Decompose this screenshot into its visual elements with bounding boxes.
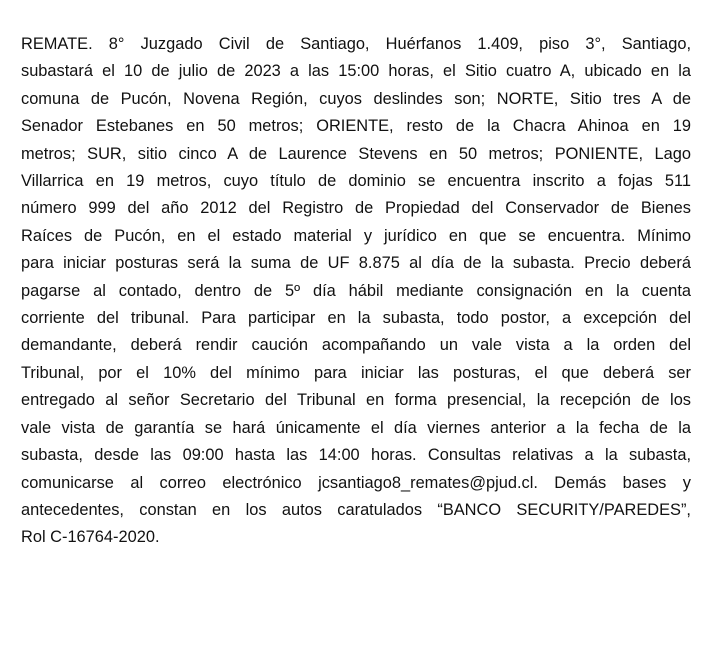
notice-line: Senador Estebanes en 50 metros; ORIENTE, resto de la Chacra Ahinoa en 19 xyxy=(21,117,691,136)
notice-line: para iniciar posturas será la suma de UF 8.875 al día de la subasta. Precio deberá xyxy=(21,254,691,273)
notice-line: metros; SUR, sitio cinco A de Laurence Stevens en 50 metros; PONIENTE, Lago xyxy=(21,144,691,163)
notice-line: subasta, desde las 09:00 hasta las 14:00 horas. Consultas relativas a la subasta, xyxy=(21,446,691,465)
notice-line: corriente del tribunal. Para participar en la subasta, todo postor, a excepción del xyxy=(21,309,691,328)
notice-line: antecedentes, constan en los autos caratulados “BANCO SECURITY/PAREDES”, xyxy=(21,500,691,519)
notice-line: Tribunal, por el 10% del mínimo para iniciar las posturas, el que deberá ser xyxy=(21,363,691,382)
notice-line: REMATE. 8° Juzgado Civil de Santiago, Huérfanos 1.409, piso 3°, Santiago, xyxy=(21,35,691,53)
notice-line: subastará el 10 de julio de 2023 a las 15:00 horas, el Sitio cuatro A, ubicado en la xyxy=(21,62,691,81)
notice-line: Raíces de Pucón, en el estado material y jurídico en que se encuentra. Mínimo xyxy=(21,226,691,245)
notice-line: número 999 del año 2012 del Registro de Propiedad del Conservador de Bienes xyxy=(21,199,691,218)
legal-notice-remate xyxy=(21,31,691,552)
notice-line: comuna de Pucón, Novena Región, cuyos deslindes son; NORTE, Sitio tres A de xyxy=(21,89,691,108)
notice-line: entregado al señor Secretario del Tribunal en forma presencial, la recepción de los xyxy=(21,391,691,410)
notice-line: Villarrica en 19 metros, cuyo título de dominio se encuentra inscrito a fojas 511 xyxy=(21,172,691,191)
notice-line: vale vista de garantía se hará únicamente el día viernes anterior a la fecha de la xyxy=(21,418,691,437)
notice-line: pagarse al contado, dentro de 5º día hábil mediante consignación en la cuenta xyxy=(21,281,691,300)
notice-line: demandante, deberá rendir caución acompañando un vale vista a la orden del xyxy=(21,336,691,355)
notice-line: Rol C-16764-2020. xyxy=(21,528,160,547)
notice-line: comunicarse al correo electrónico jcsantiago8_remates@pjud.cl. Demás bases y xyxy=(21,473,691,492)
